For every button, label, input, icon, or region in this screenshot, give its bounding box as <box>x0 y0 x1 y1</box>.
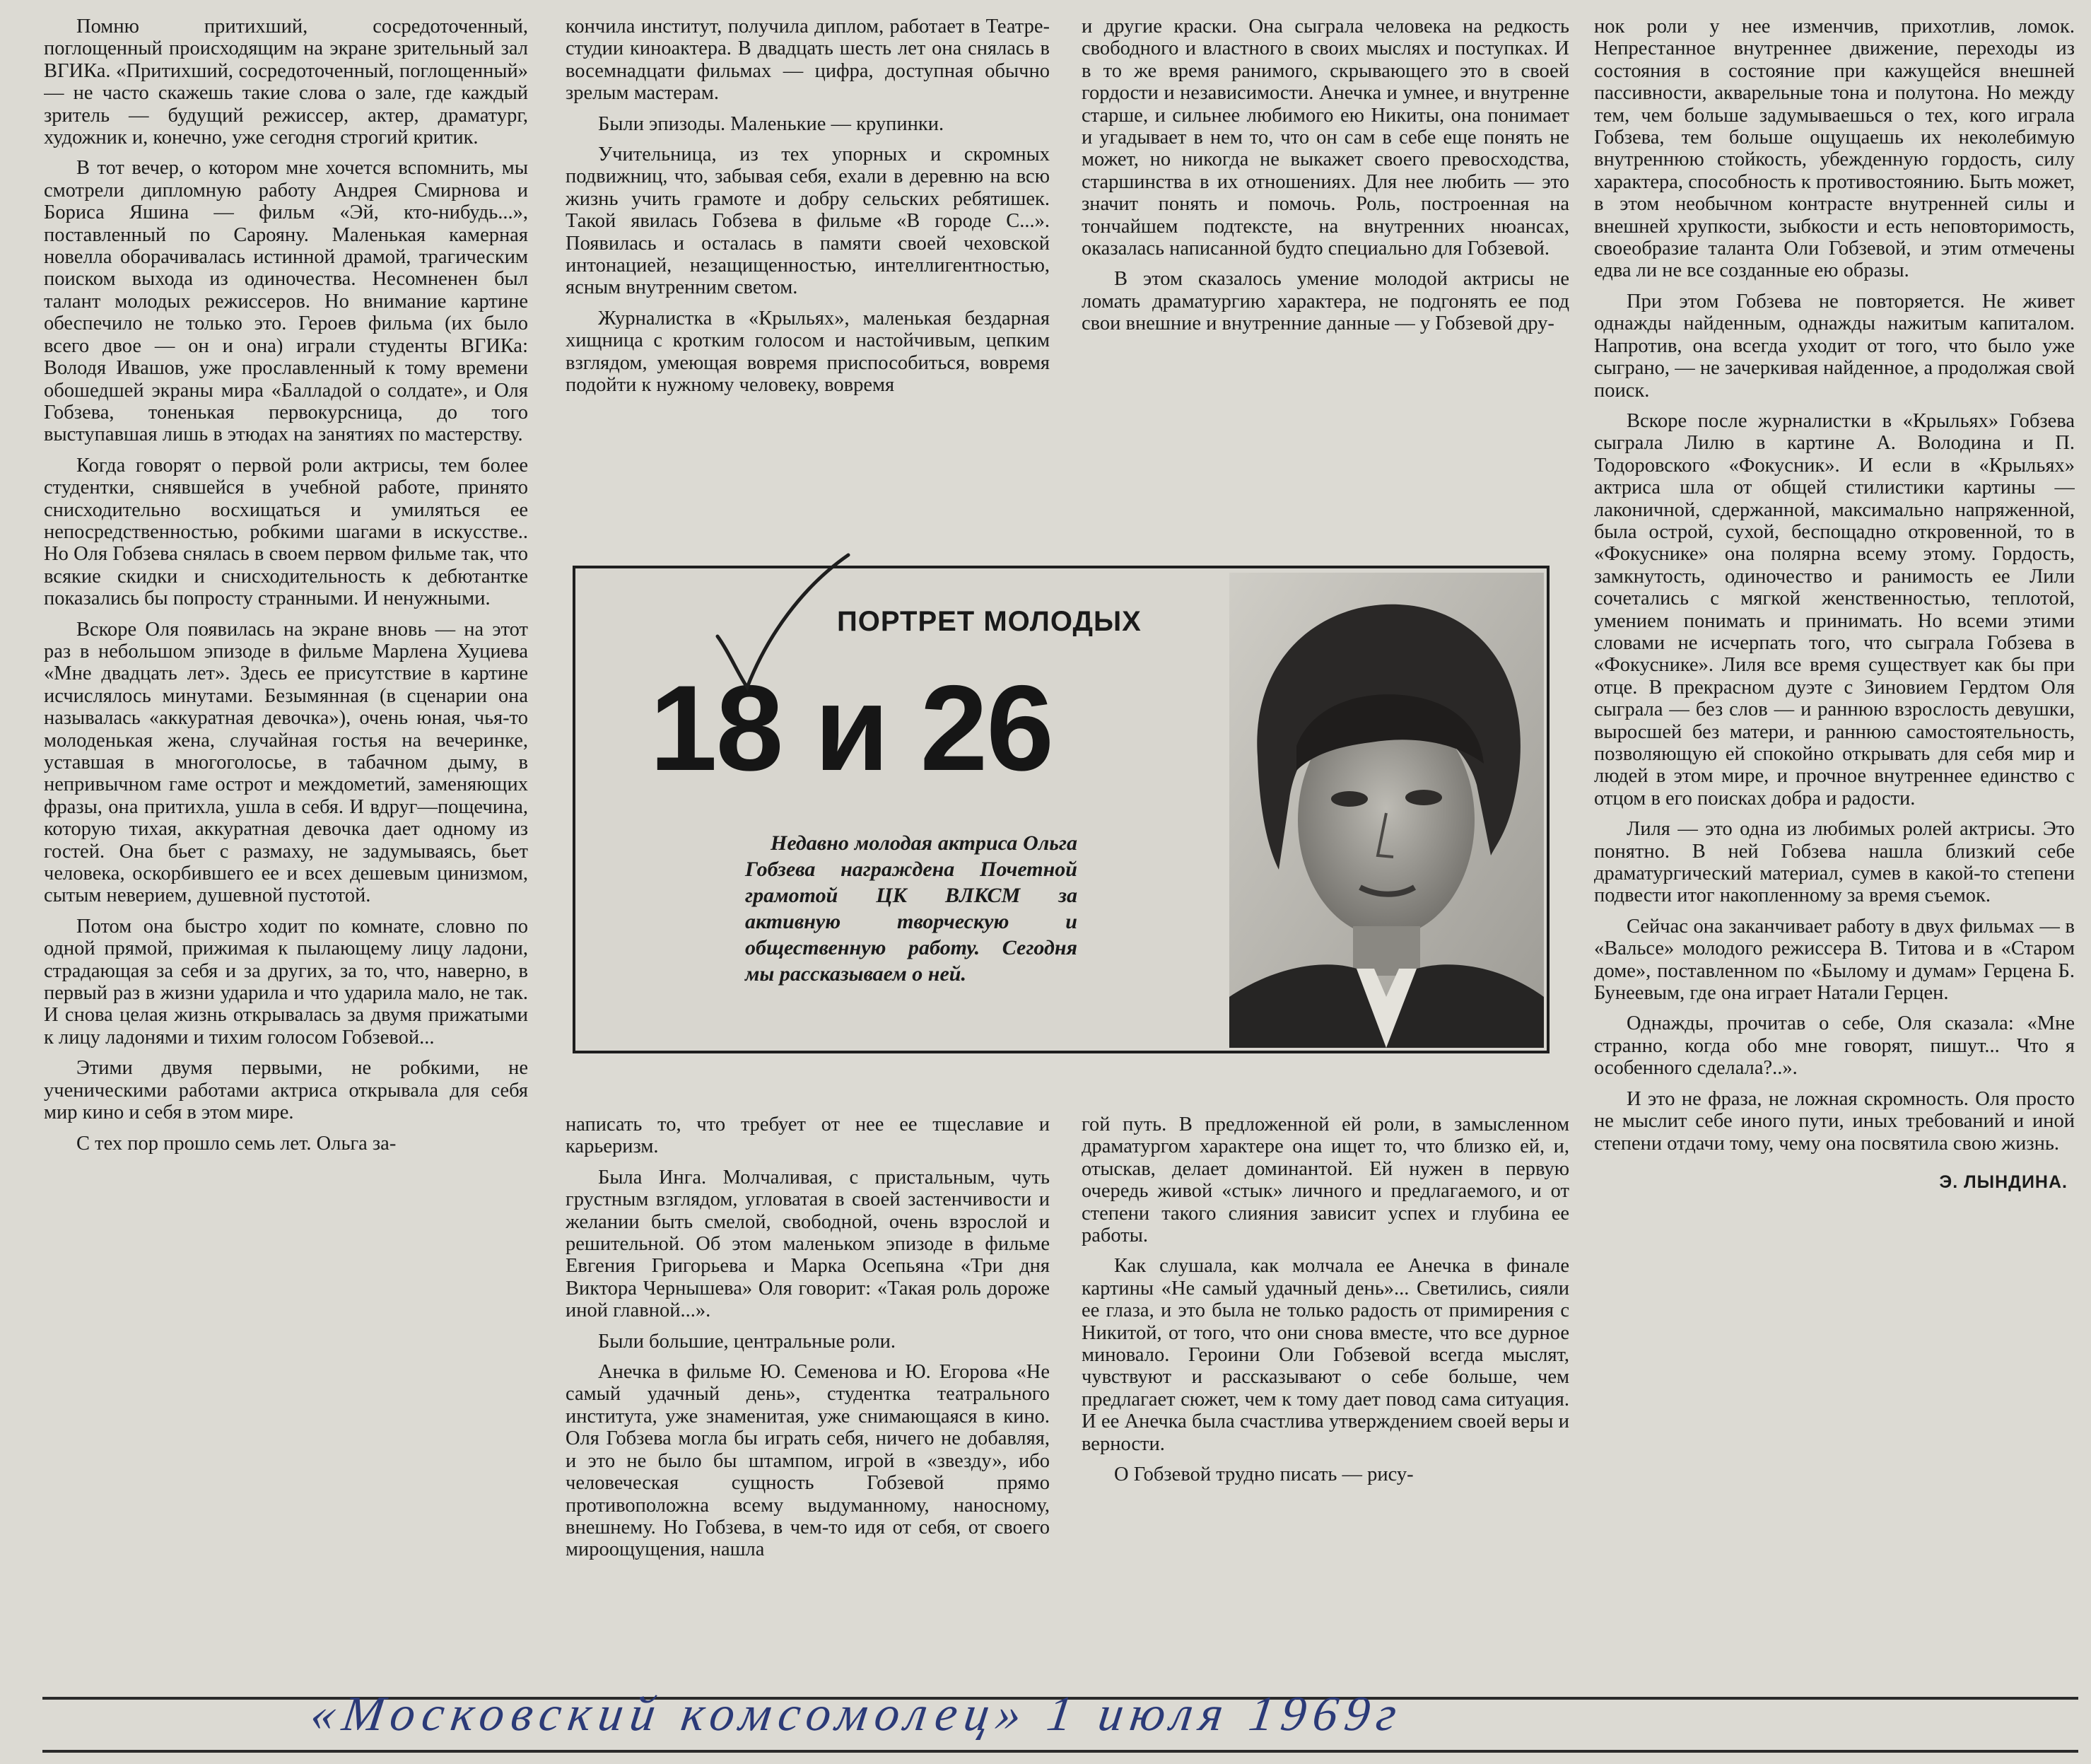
paragraph: При этом Гобзева не повторяется. Не живет однажды найденным, однажды нажитым капиталом. Напротив, она всегда уходит от того, что было уже сыграно, — не зачеркивая найденное, а продолжая свой поиск. <box>1594 290 2075 402</box>
article-column-3-bottom <box>1082 1114 1569 1679</box>
paragraph: Были эпизоды. Маленькие — крупинки. <box>598 112 944 135</box>
paragraph: Были большие, центральные роли. <box>598 1330 896 1353</box>
paragraph: О Гобзевой трудно писать — рису- <box>1114 1464 1414 1486</box>
portrait-photo <box>1229 573 1544 1048</box>
paragraph: В этом сказалось умение молодой актрисы не ломать драматургию характера, не подгонять ее под свои внешние и внутренние данные — у Гобзевой дру- <box>1082 268 1569 335</box>
paragraph: и другие краски. Она сыграла человека на редкость свободного и властного в своих мыслях и поступках. И в то же время ранимого, скрывающего это в своей гордости и независимости. Анечка и умнее, и внутренне старше, и сильнее любимого ею Никиты, она понимает и угадывает в нем то, что он сам в себе еще понять не может, но никогда не выкажет своего превосходства, старшинства в их отношениях. Для нее любить — это значит понять и помочь. Роль, построенная на тончайшем подтексте, на внутренних нюансах, оказалась написанной будто специально для Гобзевой. <box>1082 16 1569 260</box>
lead-paragraph: Недавно молодая актриса Ольга Гобзева награждена Почетной грамотой ЦК ВЛКСМ за активную творческую и общественную работу. Сегодня мы рассказываем о ней. <box>745 831 1077 986</box>
paragraph: гой путь. В предложенной ей роли, в замысленном драматургом характере она ищет то, что близко ей, и, отыскав, делает доминантой. Ей нужен в первую очередь живой «стык» личного и предлагаемого, и от степени такого слияния зависит успех и глубина ее работы. <box>1082 1114 1569 1247</box>
article-column-3-top <box>1082 16 1569 525</box>
paragraph: С тех пор прошло семь лет. Ольга за- <box>76 1132 397 1155</box>
paragraph: Помню притихший, сосредоточенный, поглощенный происходящим на экране зрительный зал ВГИКа. «Притихший, сосредоточенный, поглощенный» — не часто скажешь такие слова о зале, где каждый зритель — будущий режиссер, актер, драматург, художник и, конечно, уже сегодня строгий критик. <box>44 16 528 149</box>
paragraph: написать то, что требует от нее ее тщеславие и карьеризм. <box>566 1114 1050 1158</box>
paragraph: кончила институт, получила диплом, работает в Театре-студии киноактера. В двадцать шесть лет она снялась в восемнадцати фильмах — цифра, доступная обычно зрелым мастерам. <box>566 16 1050 105</box>
paragraph: нок роли у нее изменчив, прихотлив, ломок. Непрестанное внутреннее движение, переходы из состояния в состояние при кажущейся внешней пассивности, акварельные тона и полутона. Но между тем, чем больше задумываешься о тех, кого играла Гобзева, тем больше ощущаешь их неколебимую внутреннюю стойкость, убежденную гордость, силу характера, способность к противостоянию. Быть может, в этом необычном контрасте внутренней силы и внешней хрупкости, зыбкости и есть неповторимость, своеобразие таланта Оли Гобзевой, и этим отмечены едва ли не все созданные ею образы. <box>1594 16 2075 282</box>
headline: 18 и 26 <box>650 660 1053 796</box>
paragraph: Лиля — это одна из любимых ролей актрисы. Это понятно. В ней Гобзева нашла близкий себе драматургический материал, сумев в какой-то степени подвести итог накопленному за время съемок. <box>1594 818 2075 907</box>
paragraph: Вскоре Оля появилась на экране вновь — на этот раз в небольшом эпизоде в фильме Марлена Хуциева «Мне двадцать лет». Здесь ее присутствие в картине исчислялось минутами. Безымянная (в сценарии она называлась «аккуратная девочка»), очень юная, чья-то молоденькая жена, случайная гостья на вечеринке, уставшая в многоголосье, в табачном дыму, в непривычном гаме острот и междометий, заменяющих фразы, она притихла, ушла в себя. И вдруг—пощечина, которую тихая, аккуратная девочка дает одному из гостей. Она бьет с размаху, не задумываясь, бьет человека, оскорбившего ее и всех дешевым цинизмом, сытым неверием, душевной пустотой. <box>44 618 528 907</box>
paragraph: Сейчас она заканчивает работу в двух фильмах — в «Вальсе» молодого режиссера В. Титова и в «Старом доме», поставленном по «Былому и думам» Герцена Б. Бунеевым, где она играет Натали Герцен. <box>1594 915 2075 1005</box>
article-column-1 <box>44 16 528 1663</box>
check-mark-icon <box>710 551 852 693</box>
article-column-4 <box>1594 16 2075 1663</box>
paragraph: Анечка в фильме Ю. Семенова и Ю. Егорова «Не самый удачный день», студентка театрального института, уже знаменитая, уже снимающаяся в кино. Оля Гобзева могла бы играть себя, ничего не добавляя, и это не было бы штампом, игрой в «звезду», ибо человеческая сущность Гобзевой прямо противоположна всему выдуманному, наносному, внешнему. Но Гобзева, в чем-то идя от себя, от своего мироощущения, нашла <box>566 1361 1050 1561</box>
paragraph: И это не фраза, не ложная скромность. Оля просто не мыслит себе иного пути, иных требований и иной степени отдачи тому, чему она посвятила свою жизнь. <box>1594 1087 2075 1155</box>
paragraph: Этими двумя первыми, не робкими, не ученическими работами актриса открывала для себя мир кино и себя в этом мире. <box>44 1057 528 1124</box>
paragraph: Была Инга. Молчаливая, с пристальным, чуть грустным взглядом, угловатая в своей застенчивости и желании быть смелой, свободной, очень взрослой и решительной. Об этом маленьком эпизоде в фильме Евгения Григорьева и Марка Осепьяна «Три дня Виктора Чернышева» Оля говорит: «Такая роль дороже иной главной...». <box>566 1166 1050 1322</box>
paragraph: Когда говорят о первой роли актрисы, тем более студентки, снявшейся в учебной работе, принято снисходительно восхищаться и умиляться ее непосредственностью, робкими шагами в искусстве.. Но Оля Гобзева снялась в своем первом фильме так, что всякие скидки и снисходительность к дебютантке показались бы попросту странными. И ненужными. <box>44 454 528 610</box>
footer-rule-bottom <box>42 1750 2078 1753</box>
paragraph: Как слушала, как молчала ее Анечка в финале картины «Не самый удачный день»... Светились, сияли ее глаза, и это была не только радость от примирения с Никитой, от того, что они снова вместе, что все дурное миновало. Героини Оли Гобзевой всегда мыслят, чувствуют и рассказывают о себе больше, чем предлагает сюжет, чем к тому дает повод сама ситуация. И ее Анечка была счастлива утверждением своей веры и верности. <box>1082 1255 1569 1455</box>
author-signature: Э. ЛЫНДИНА. <box>1939 1172 2068 1192</box>
paragraph: В тот вечер, о котором мне хочется вспомнить, мы смотрели дипломную работу Андрея Смирнова и Бориса Яшина — фильм «Эй, кто-нибудь...», поставленный по Сарояну. Маленькая камерная новелла оборачивалась истинной драмой, трагическим поиском выхода из одиночества. Несомненен был талант молодых режиссеров. Но внимание картине обеспечило не только это. Героев фильма (их было всего двое — он и она) играли студенты ВГИКа: Володя Ивашов, уже прославленный к тому времени обошедшей экраны мира «Балладой о солдате», и Оля Гобзева, тоненькая первокурсница, до того выступавшая лишь в этюдах на занятиях по мастерству. <box>44 157 528 446</box>
paragraph: Однажды, прочитав о себе, Оля сказала: «Мне странно, когда обо мне говорят, пишут... Что я особенного сделала?..». <box>1594 1012 2075 1080</box>
paragraph: Учительница, из тех упорных и скромных подвижниц, что, забывая себя, ехали в деревню на всю жизнь учить грамоте и добру сельских ребятишек. Такой явилась Гобзева в фильме «В городе С...». Появилась и осталась в памяти своей чеховской интонацией, незащищенностью, интеллигентностью, ясным внутренним светом. <box>566 144 1050 299</box>
handwritten-caption: «Московский комсомолец» 1 июля 1969г <box>307 1687 1407 1741</box>
paragraph: Журналистка в «Крыльях», маленькая бездарная хищница с кротким голосом и настойчивым, цепким взглядом, умеющая вовремя приспособиться, вовремя подойти к нужному человеку, вовремя <box>566 307 1050 397</box>
paragraph: Потом она быстро ходит по комнате, словно по одной прямой, прижимая к пылающему лицу ладони, страдающая за себя и за других, за то, что, наверно, в первый раз в жизни ударила и что ударила мало, не так. И снова целая жизнь открывалась за двумя прижатыми к лицу ладонями и тихим голосом Гобзевой... <box>44 915 528 1049</box>
rubric-title: ПОРТРЕТ МОЛОДЫХ <box>837 606 1142 637</box>
article-column-2-top <box>566 16 1050 525</box>
article-column-2-bottom <box>566 1114 1050 1679</box>
paragraph: Вскоре после журналистки в «Крыльях» Гобзева сыграла Лилю в картине А. Володина и П. Тодоровского «Фокусник». И если в «Крыльях» актриса шла от общей стилистики картины — лаконичной, сдержанной, максимально напряженной, была острой, сухой, беспощадно откровенной, то в «Фокуснике» она полярна всему этому. Гордость, замкнутость, одиночество и ранимость ее Лили сочетались с мягкой женственностью, теплотой, умением понимать и принимать. Но всеми этими словами не исчерпать того, что сыграла Гобзева в «Фокуснике». Лиля все время существует как бы при отце. В прекрасном дуэте с Зиновием Гердтом Оля сыграла — без слов — и раннюю взрослость девушки, выросшей без матери, и раннюю самостоятельность, позволяющую ей спокойно открывать для себя мир и людей в этом мире, и прочное внутреннее единство с отцом в его поисках добра и радости. <box>1594 409 2075 810</box>
